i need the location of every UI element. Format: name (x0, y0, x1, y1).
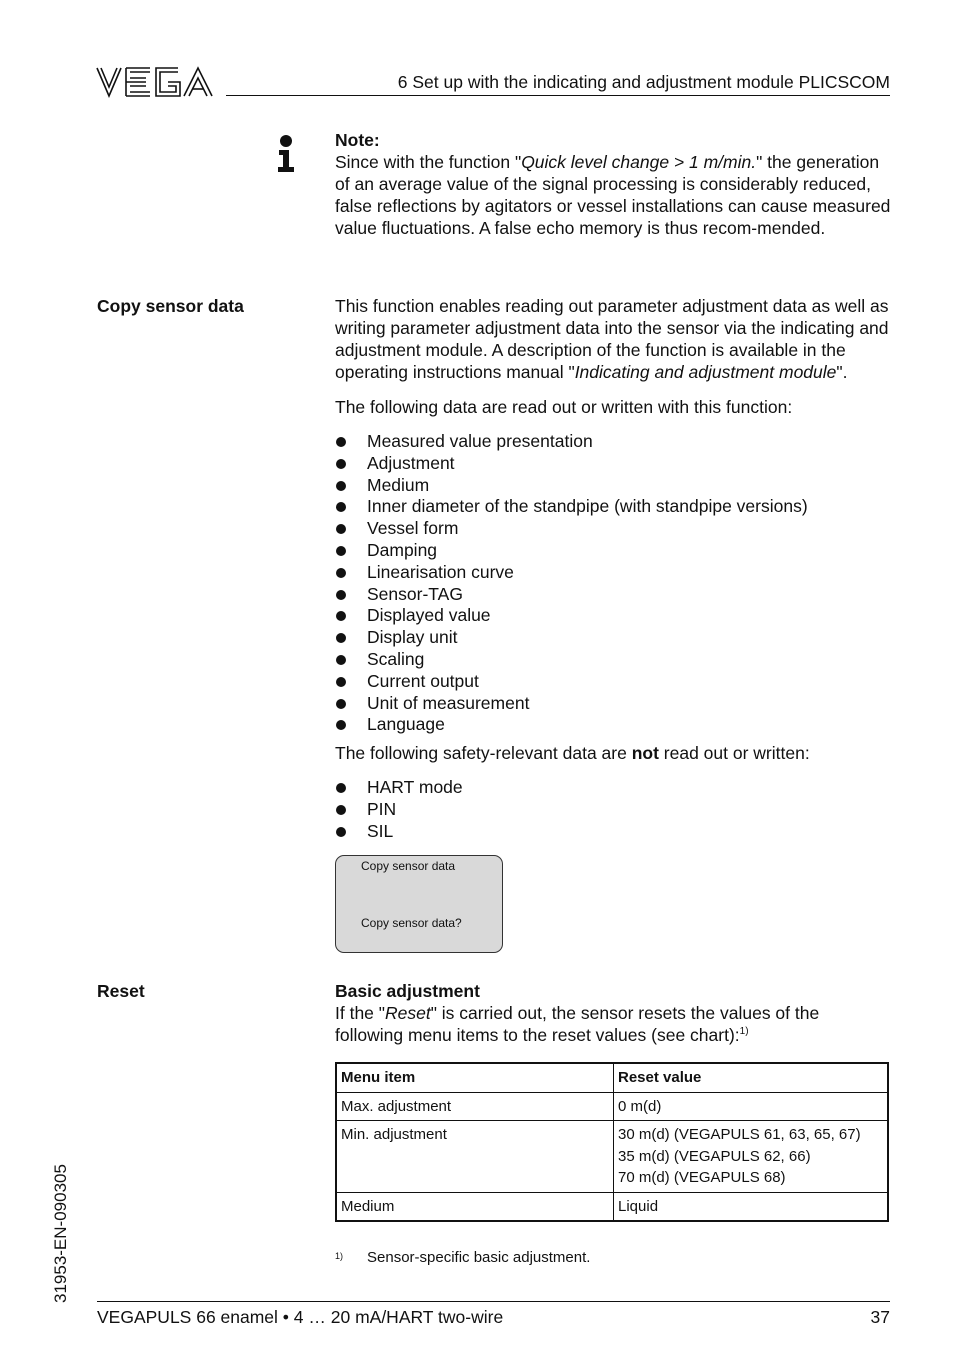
header-reset-value: Reset value (614, 1063, 889, 1092)
safety-data-list (335, 777, 891, 842)
menu-item-cell: Medium (336, 1192, 614, 1221)
header-menu-item: Menu item (336, 1063, 614, 1092)
display-menu-title: Copy sensor data (361, 859, 456, 873)
list-item: PIN (335, 799, 891, 821)
list-item: Unit of measurement (335, 693, 891, 715)
table-row (336, 1192, 888, 1221)
list-item: Current output (335, 671, 891, 693)
note-block (335, 129, 891, 239)
reset-value-cell (614, 1192, 889, 1221)
reset-values-table (335, 1062, 889, 1222)
plicscom-display (335, 855, 503, 953)
footer-product: VEGAPULS 66 enamel • 4 … 20 mA/HART two-wire (97, 1307, 504, 1327)
reset-description: If the "Reset" is carried out, the sensor resets the values of the following menu items to the reset values (see chart):$^{1)}$ (335, 1003, 820, 1045)
reset-value-line: 70 m(d) (VEGAPULS 68) (618, 1169, 786, 1186)
menu-item-cell: Min. adjustment (336, 1121, 614, 1193)
vega-logo (96, 66, 214, 98)
basic-adjustment-title: Basic adjustment (335, 981, 480, 1001)
note-text: Since with the function "Quick level change > 1 m/min." the generation of an average value of the signal processing is considerably reduced, false reflections by agitators or vessel installations can cause measured value fluctuations. A false echo memory is thus recom-mended. (335, 152, 891, 238)
list-item: Displayed value (335, 605, 891, 627)
list-item: Display unit (335, 627, 891, 649)
list-item: Linearisation curve (335, 562, 891, 584)
list-item: SIL (335, 821, 891, 843)
list-item: Measured value presentation (335, 431, 891, 453)
reset-value-cell (614, 1092, 889, 1121)
copy-sensor-data-section (335, 295, 891, 843)
reset-section (335, 980, 891, 1046)
copy-sensor-data-heading: Copy sensor data (97, 296, 244, 316)
note-title: Note: (335, 130, 380, 150)
reset-value-line: Liquid (618, 1197, 659, 1215)
list-item: Sensor-TAG (335, 584, 891, 606)
list-item: Scaling (335, 649, 891, 671)
reset-value-line: 0 m(d) (618, 1097, 662, 1115)
safety-list-intro: The following safety-relevant data are not read out or written: (335, 743, 810, 764)
copied-data-list (335, 431, 891, 736)
list-item: Adjustment (335, 453, 891, 475)
reset-value-line: 35 m(d) (VEGAPULS 62, 66) (618, 1147, 811, 1165)
reset-value-line: 30 m(d) (VEGAPULS 61, 63, 65, 67) (618, 1126, 861, 1143)
footnote-marker: 1) (335, 1251, 344, 1261)
document-code: 31953-EN-090305 (51, 1164, 70, 1303)
menu-item-cell: Max. adjustment (336, 1092, 614, 1121)
table-header-row (336, 1063, 888, 1092)
list-item: Vessel form (335, 518, 891, 540)
page-number: 37 (870, 1307, 890, 1327)
data-list-intro: The following data are read out or written with this function: (335, 397, 793, 417)
reset-heading: Reset (97, 981, 145, 1001)
list-item: Language (335, 714, 891, 736)
info-icon (276, 134, 296, 174)
list-item: Medium (335, 475, 891, 497)
footer-divider (97, 1301, 890, 1302)
reset-value-cell (614, 1121, 889, 1193)
table-row (336, 1092, 888, 1121)
header-divider (226, 95, 890, 96)
table-row (336, 1121, 888, 1193)
list-item: Inner diameter of the standpipe (with standpipe versions) (335, 496, 891, 518)
footnote (335, 1247, 591, 1269)
footnote-reference: 1) (739, 1026, 749, 1037)
list-item: HART mode (335, 777, 891, 799)
list-item: Damping (335, 540, 891, 562)
copy-intro-paragraph: This function enables reading out parameter adjustment data as well as writing parameter adjustment data into the sensor via the indicating and adjustment module. A description of the function is available in the operating instructions manual "Indicating and adjustment module". (335, 296, 889, 382)
footnote-text: Sensor-specific basic adjustment. (367, 1249, 591, 1266)
section-title: 6 Set up with the indicating and adjustment module PLICSCOM (397, 72, 890, 92)
display-prompt: Copy sensor data? (361, 916, 462, 930)
